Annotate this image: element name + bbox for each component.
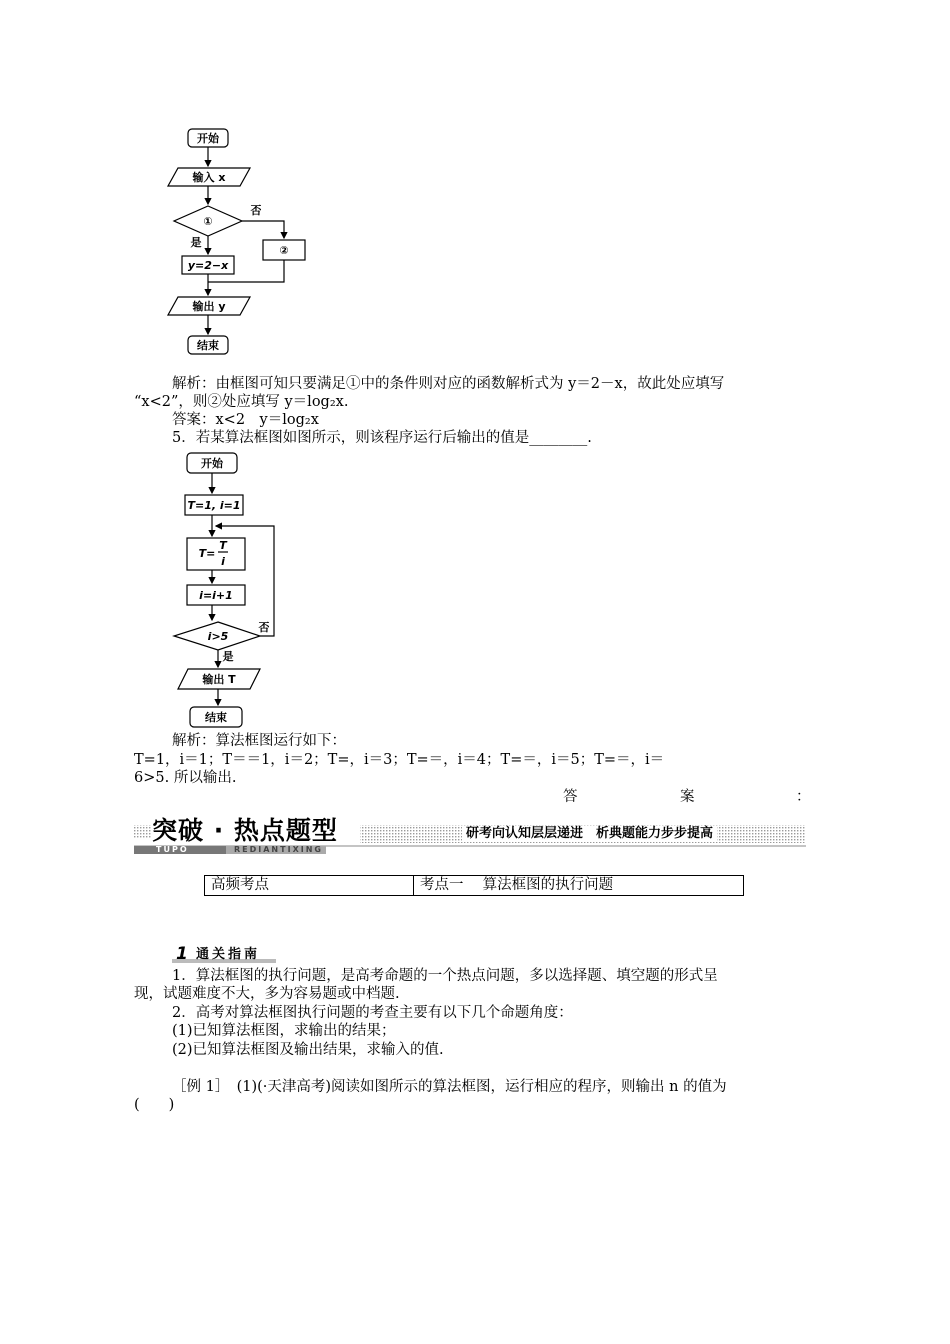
analysis2-line2: T=1，i＝1；T＝＝1，i＝2；T=，i＝3；T=＝，i＝4；T=＝，i＝5；T=＝，i＝	[134, 752, 665, 768]
answer-char-3: ：	[796, 789, 811, 805]
incr-label: i=i+1	[199, 589, 233, 602]
analysis1-answer: 答案：x<2 y＝log₂x	[172, 412, 319, 428]
output-label: 输出 T	[202, 673, 236, 686]
banner-sub-left: TUPO	[156, 845, 189, 854]
start-label: 开始	[197, 132, 219, 145]
end-label: 结束	[205, 711, 227, 724]
guide-number: 1	[176, 944, 188, 964]
analysis1-line1: 解析：由框图可知只要满足①中的条件则对应的函数解析式为 y＝2－x，故此处应填写	[172, 376, 725, 392]
answer-char-1: 答	[563, 789, 578, 805]
guide-title: 通关指南	[196, 947, 261, 962]
yes-label: 是	[222, 650, 234, 663]
answer-char-2: 案	[680, 789, 695, 805]
guide-p3: (1)已知算法框图，求输出的结果；	[172, 1023, 396, 1039]
banner-sub-right: REDIANTIXING	[234, 845, 323, 854]
yes-box-label: y=2−x	[187, 259, 229, 272]
frac-den-label: i	[221, 555, 225, 568]
topic-table	[204, 875, 744, 896]
guide-p1a: 1．算法框图的执行问题，是高考命题的一个热点问题，多以选择题、填空题的形式呈	[172, 968, 718, 984]
yes-label: 是	[190, 236, 202, 249]
assign-box	[187, 538, 245, 570]
guide-p1b: 现，试题难度不大，多为容易题或中档题.	[134, 986, 400, 1002]
input-label: 输入 x	[192, 171, 226, 184]
guide-p4: (2)已知算法框图及输出结果，求输入的值.	[172, 1042, 444, 1058]
analysis1-line2: “x<2”，则②处应填写 y＝log₂x.	[134, 394, 349, 410]
no-label: 否	[258, 621, 270, 634]
cond-label: i>5	[207, 630, 229, 643]
frac-num-label: T	[219, 539, 227, 552]
output-label: 输出 y	[192, 300, 226, 313]
assign-left-label: T=	[198, 547, 216, 560]
example-line2: ( )	[134, 1097, 175, 1113]
end-label: 结束	[197, 339, 219, 352]
analysis2-line1: 解析：算法框图运行如下：	[172, 733, 346, 749]
no-box-label: ②	[279, 244, 289, 257]
no-label: 否	[250, 204, 262, 217]
example-line1: ［例 1］ (1)(·天津高考)阅读如图所示的算法框图，运行相应的程序，则输出 n 的值为	[172, 1079, 727, 1095]
topic-col-2: 考点一 算法框图的执行问题	[413, 876, 613, 895]
start-label: 开始	[201, 457, 223, 470]
banner-title: 突破 · 热点题型	[152, 816, 338, 845]
analysis2-line3: 6>5. 所以输出.	[134, 770, 237, 786]
guide-p2: 2．高考对算法框图执行问题的考查主要有以下几个命题角度：	[172, 1005, 573, 1021]
guide-heading	[172, 945, 276, 965]
topic-col-1: 高频考点	[211, 877, 269, 893]
flowchart-1	[160, 120, 330, 360]
section-banner	[134, 815, 806, 855]
banner-slogan: 研考向认知层层递进 析典题能力步步提高	[462, 826, 717, 842]
cond-label: ①	[203, 215, 213, 228]
question-5: 5．若某算法框图如图所示，则该程序运行后输出的值是________.	[172, 430, 592, 446]
init-label: T=1, i=1	[187, 499, 241, 512]
flowchart-2	[160, 447, 300, 732]
